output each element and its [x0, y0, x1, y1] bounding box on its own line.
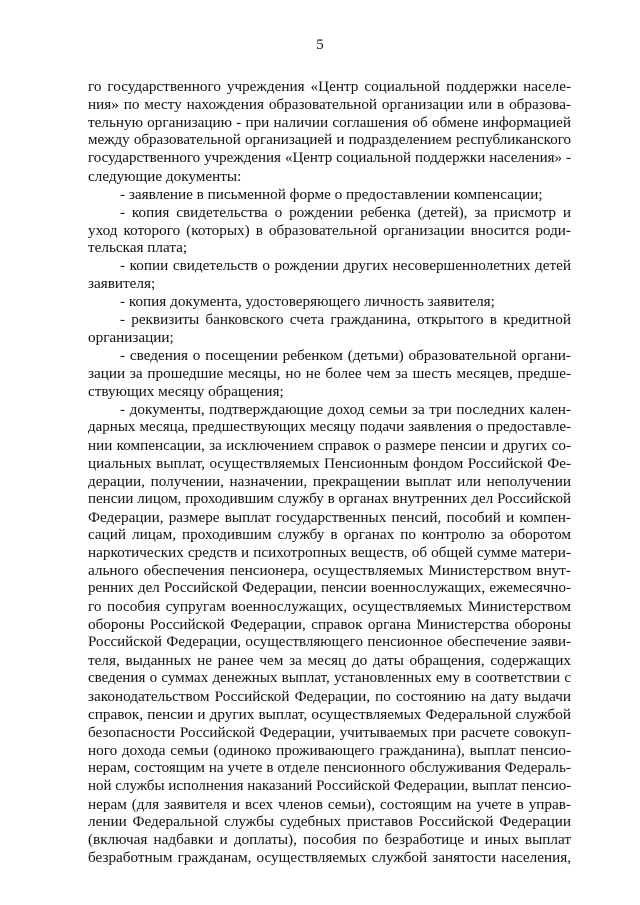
text-line: уход которого (которых) в образовательной организации вносится роди-: [88, 221, 571, 239]
text-line: тельную организацию - при наличии соглашения об обмене информацией: [88, 113, 571, 131]
text-line: государственного учреждения «Центр социальной поддержки населения» -: [88, 149, 571, 166]
text-line: наркотических средств и психотропных веществ, об общей сумме матери-: [88, 544, 571, 562]
text-line: Российской Федерации, осуществляющего пенсионное обеспечение заяви-: [88, 634, 571, 651]
text-line: справок, пенсии и других выплат, осуществляемых Федеральной службой: [88, 705, 571, 723]
text-line: лении Федеральной службы судебных приставов Российской Федерации: [88, 813, 571, 831]
text-line: заявителя;: [88, 275, 156, 293]
text-line: между образовательной организацией и подразделением республиканского: [88, 131, 571, 148]
text-line: дерации, получении, назначении, прекращении выплат или неполучении: [88, 472, 571, 490]
text-line: дарных месяца, предшествующих месяцу подачи заявления о предоставле-: [88, 418, 571, 435]
text-line: законодательством Российской Федерации, по состоянию на дату выдачи: [88, 687, 571, 705]
text-line: - реквизиты банковского счета гражданина, открытого в кредитной: [120, 311, 571, 329]
text-line: тельская плата;: [88, 239, 188, 257]
text-line: - копия свидетельства о рождении ребенка (детей), за присмотр и: [120, 203, 571, 221]
text-line: следующие документы:: [88, 167, 242, 185]
text-line: безопасности Российской Федерации, учитываемых при расчете совокуп-: [88, 723, 571, 741]
document-body: [88, 78, 571, 867]
text-line: нерам, состоящим на учете в отделе пенсионного обслуживания Федераль-: [88, 759, 571, 776]
text-line: - копия документа, удостоверяющего личность заявителя;: [120, 293, 495, 311]
text-line: нерам (для заявителя и всех членов семьи), состоящим на учете в управ-: [88, 795, 571, 813]
text-line: ного дохода семьи (одиноко проживающего гражданина), выплат пенсио-: [88, 741, 571, 759]
text-line: теля, выданных не ранее чем за месяц до даты обращения, содержащих: [88, 652, 571, 669]
text-line: - копии свидетельств о рождении других несовершеннолетних детей: [120, 257, 571, 275]
text-line: организации;: [88, 329, 174, 347]
text-line: Федерации, размере выплат государственных пенсий, пособий и компен-: [88, 508, 571, 526]
text-line: - документы, подтверждающие доход семьи за три последних кален-: [120, 400, 571, 418]
page-number: 5: [316, 37, 324, 53]
text-line: го государственного учреждения «Центр социальной поддержки населе-: [88, 78, 571, 95]
text-line: нии компенсации, за исключением справок о размере пенсии и других со-: [88, 436, 571, 454]
text-line: ального обеспечения пенсионера, осуществляемых Министерством внут-: [88, 562, 571, 580]
text-line: обороны Российской Федерации, справок органа Министерства обороны: [88, 616, 571, 634]
text-line: сведения о суммах денежных выплат, установленных ему в соответствии с: [88, 669, 571, 686]
text-line: ренних дел Российской Федерации, пенсии военнослужащих, ежемесячно-: [88, 580, 571, 597]
text-line: ствующих месяцу обращения;: [88, 382, 284, 400]
text-line: зации за прошедшие месяцы, но не более чем за шесть месяцев, предше-: [88, 365, 571, 382]
text-line: - сведения о посещении ребенком (детьми) образовательной органи-: [120, 347, 571, 365]
text-line: циальных выплат, осуществляемых Пенсионным фондом Российской Фе-: [88, 454, 571, 472]
text-line: (включая надбавки и доплаты), пособия по безработице и иных выплат: [88, 831, 571, 849]
text-line: го пособия супругам военнослужащих, осуществляемых Министерством: [88, 598, 571, 616]
text-line: пенсии лицом, проходившим службу в органах внутренних дел Российской: [88, 490, 571, 507]
text-line: ния» по месту нахождения образовательной организации или в образова-: [88, 95, 571, 113]
text-line: саций лицам, проходившим службу в органах по контролю за оборотом: [88, 526, 571, 544]
text-line: ной службы исполнения наказаний Российской Федерации, выплат пенсио-: [88, 777, 571, 794]
text-line: безработным гражданам, осуществляемых службой занятости населения,: [88, 849, 571, 867]
text-line: - заявление в письменной форме о предоставлении компенсации;: [120, 185, 543, 203]
